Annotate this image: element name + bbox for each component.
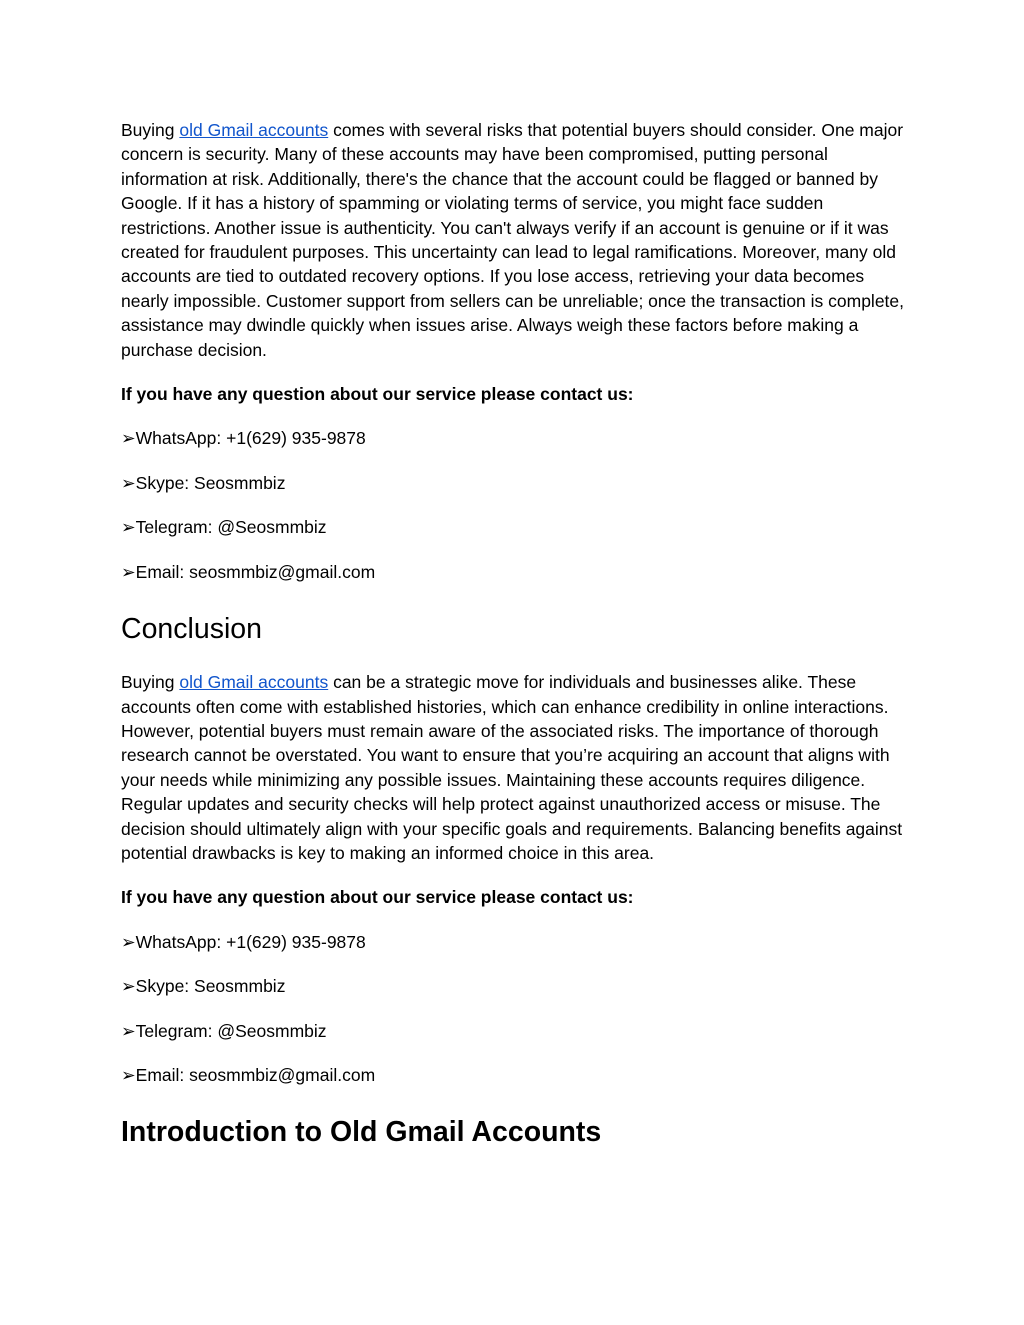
conclusion-paragraph-text: can be a strategic move for individuals and businesses alike. These accounts often come with established histories, which can enhance credibility in online interactions. However, potential buyers must remain aware of the associated risks. The importance of thorough research cannot be overstated. You want to ensure that you’re acquiring an account that aligns with your needs while minimizing any possible issues. Maintaining these accounts requires diligence. Regular updates and security checks will help protect against unauthorized access or misuse. The decision should ultimately align with your specific goals and requirements. Balancing benefits against potential drawbacks is key to making an informed choice in this area.: [121, 672, 903, 863]
conclusion-heading: Conclusion: [121, 613, 262, 646]
contact-heading: If you have any question about our service please contact us:: [121, 887, 634, 908]
old-gmail-accounts-link[interactable]: old Gmail accounts: [179, 672, 329, 693]
contact-skype: ➢Skype: Seosmmbiz: [121, 472, 286, 493]
old-gmail-accounts-link[interactable]: old Gmail accounts: [179, 120, 329, 140]
conclusion-paragraph-prefix: Buying: [121, 672, 180, 693]
document-page: [121, 118, 911, 1173]
contact-whatsapp: ➢WhatsApp: +1(629) 935-9878: [121, 931, 366, 952]
risks-paragraph-prefix: Buying: [121, 120, 180, 140]
contact-skype: ➢Skype: Seosmmbiz: [121, 976, 286, 997]
risks-paragraph: [121, 118, 911, 362]
conclusion-paragraph: [121, 670, 911, 865]
contact-telegram: ➢Telegram: @Seosmmbiz: [121, 517, 327, 538]
risks-paragraph-text: comes with several risks that potential buyers should consider. One major concern is security. Many of these accounts may have been compromised, putting personal information at risk. Additionally, there's the chance that the account could be flagged or banned by Google. If it has a history of spamming or violating terms of service, you might face sudden restrictions. Another issue is authenticity. You can't always verify if an account is genuine or if it was created for fraudulent purposes. This uncertainty can lead to legal ramifications. Moreover, many old accounts are tied to outdated recovery options. If you lose access, retrieving your data becomes nearly impossible. Customer support from sellers can be unreliable; once the transaction is complete, assistance may dwindle quickly when issues arise. Always weigh these factors before making a purchase decision.: [121, 120, 905, 360]
contact-whatsapp: ➢WhatsApp: +1(629) 935-9878: [121, 428, 366, 449]
contact-email: ➢Email: seosmmbiz@gmail.com: [121, 561, 376, 582]
contact-telegram: ➢Telegram: @Seosmmbiz: [121, 1020, 327, 1041]
introduction-heading: Introduction to Old Gmail Accounts: [121, 1116, 602, 1149]
contact-heading: If you have any question about our service please contact us:: [121, 384, 634, 405]
contact-email: ➢Email: seosmmbiz@gmail.com: [121, 1064, 376, 1085]
